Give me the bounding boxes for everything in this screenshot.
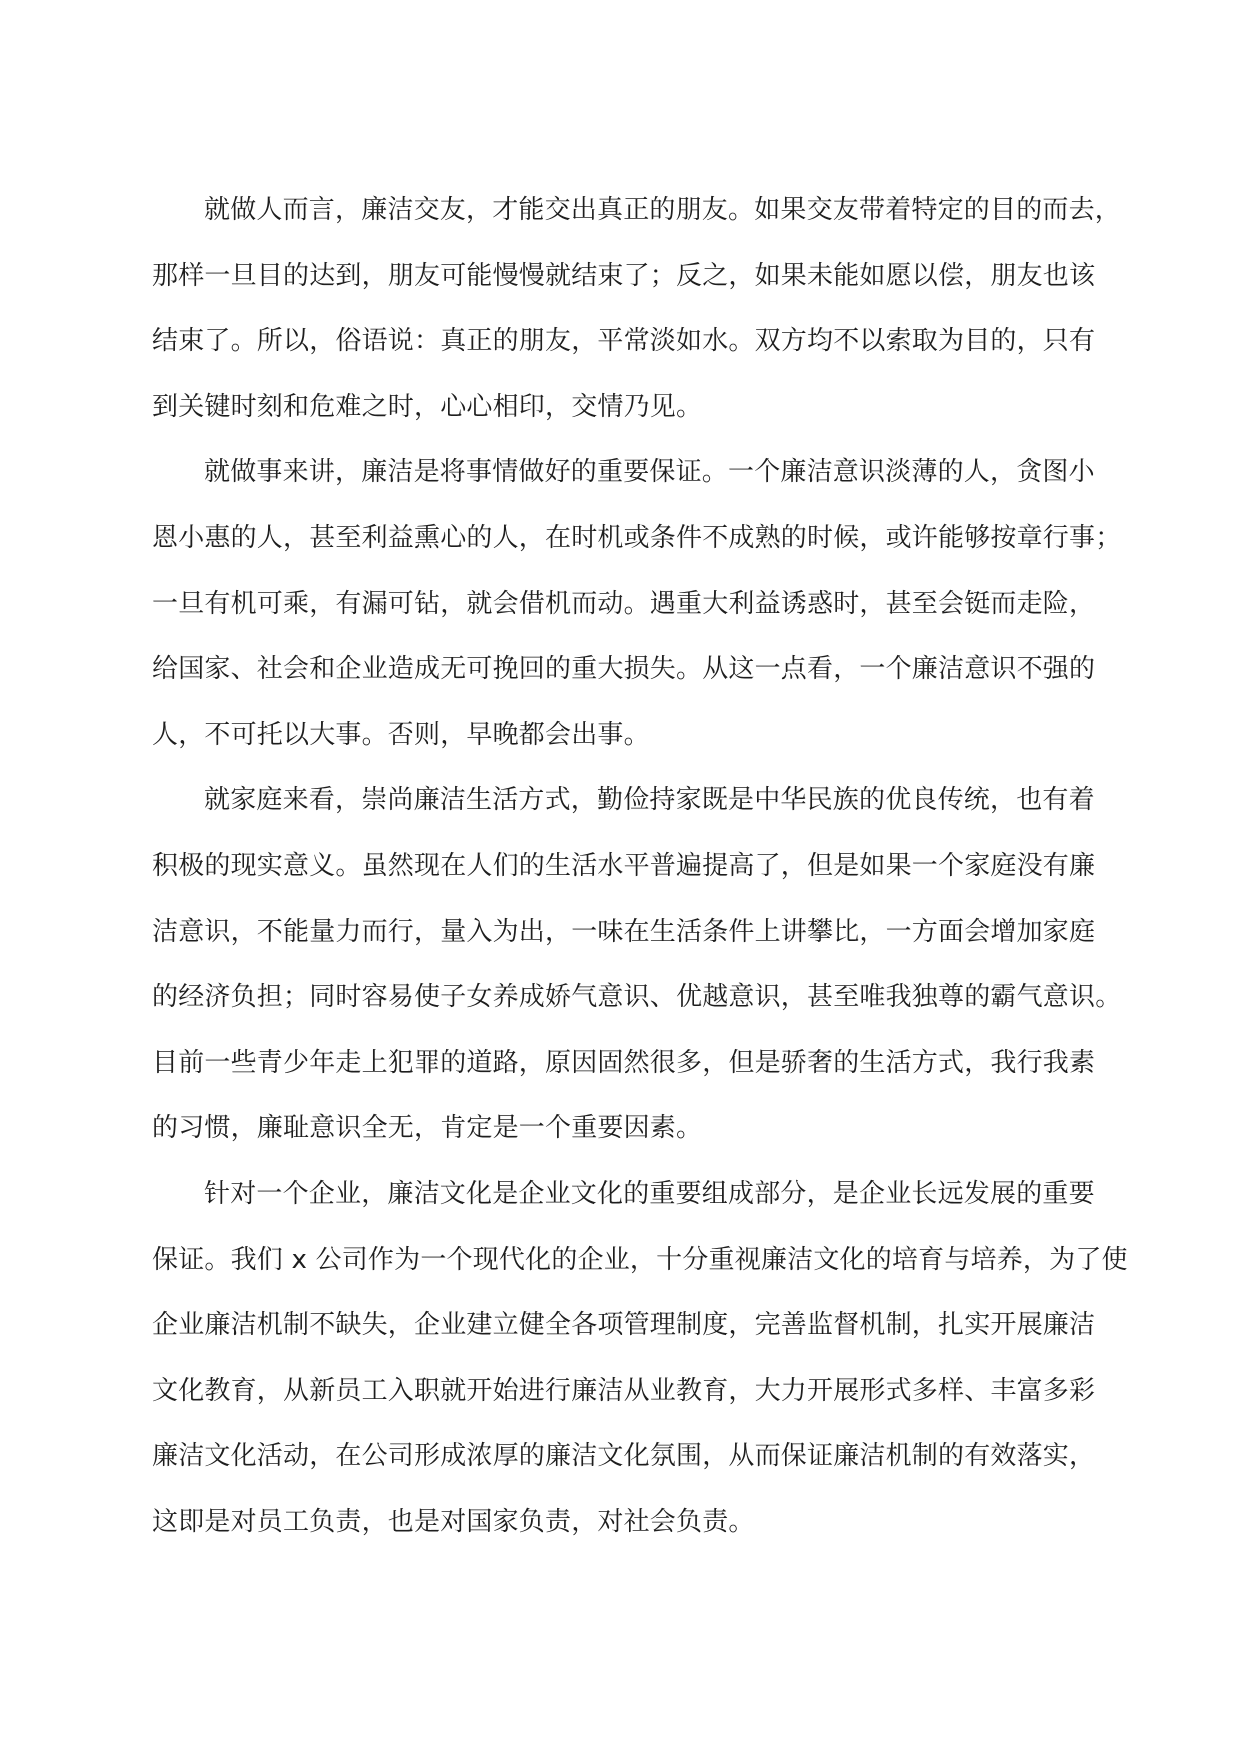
text-line: 针对一个企业，廉洁文化是企业文化的重要组成部分，是企业长远发展的重要 bbox=[204, 1178, 1095, 1209]
text-line: 保证。我们 x 公司作为一个现代化的企业，十分重视廉洁文化的培育与培养，为了使 bbox=[152, 1244, 1128, 1275]
text-line: 一旦有机可乘，有漏可钻，就会借机而动。遇重大利益诱惑时，甚至会铤而走险， bbox=[152, 588, 1096, 619]
document-body bbox=[152, 178, 1128, 1555]
text-line: 廉洁文化活动，在公司形成浓厚的廉洁文化氛围，从而保证廉洁机制的有效落实， bbox=[152, 1441, 1096, 1472]
text-line: 那样一旦目的达到，朋友可能慢慢就结束了；反之，如果未能如愿以偿，朋友也该 bbox=[152, 260, 1096, 291]
text-line: 就做人而言，廉洁交友，才能交出真正的朋友。如果交友带着特定的目的而去， bbox=[204, 195, 1122, 225]
text-line: 到关键时刻和危难之时，心心相印，交情乃见。 bbox=[152, 391, 703, 422]
text-line: 文化教育，从新员工入职就开始进行廉洁从业教育，大力开展形式多样、丰富多彩 bbox=[152, 1375, 1096, 1406]
paragraph-work bbox=[152, 440, 1122, 768]
paragraph-family bbox=[152, 768, 1122, 1162]
text-line: 这即是对员工负责，也是对国家负责，对社会负责。 bbox=[152, 1506, 755, 1537]
text-line: 恩小惠的人，甚至利益熏心的人，在时机或条件不成熟的时候，或许能够按章行事； bbox=[152, 522, 1122, 553]
text-line: 的习惯，廉耻意识全无，肯定是一个重要因素。 bbox=[152, 1113, 703, 1144]
text-line: 积极的现实意义。虽然现在人们的生活水平普遍提高了，但是如果一个家庭没有廉 bbox=[152, 850, 1096, 881]
text-line: 结束了。所以，俗语说：真正的朋友，平常淡如水。双方均不以索取为目的，只有 bbox=[152, 326, 1096, 357]
paragraph-personal bbox=[152, 178, 1122, 440]
text-line: 人，不可托以大事。否则，早晚都会出事。 bbox=[152, 719, 650, 750]
text-line: 就做事来讲，廉洁是将事情做好的重要保证。一个廉洁意识淡薄的人，贪图小 bbox=[204, 457, 1095, 488]
text-line: 给国家、社会和企业造成无可挽回的重大损失。从这一点看，一个廉洁意识不强的 bbox=[152, 654, 1096, 685]
paragraph-enterprise bbox=[152, 1162, 1128, 1556]
text-line: 企业廉洁机制不缺失，企业建立健全各项管理制度，完善监督机制，扎实开展廉洁 bbox=[152, 1310, 1096, 1341]
text-line: 洁意识，不能量力而行，量入为出，一味在生活条件上讲攀比，一方面会增加家庭 bbox=[152, 916, 1096, 947]
text-line: 的经济负担；同时容易使子女养成娇气意识、优越意识，甚至唯我独尊的霸气意识。 bbox=[152, 982, 1122, 1013]
text-line: 目前一些青少年走上犯罪的道路，原因固然很多，但是骄奢的生活方式，我行我素 bbox=[152, 1047, 1096, 1078]
text-line: 就家庭来看，崇尚廉洁生活方式，勤俭持家既是中华民族的优良传统，也有着 bbox=[204, 785, 1095, 816]
